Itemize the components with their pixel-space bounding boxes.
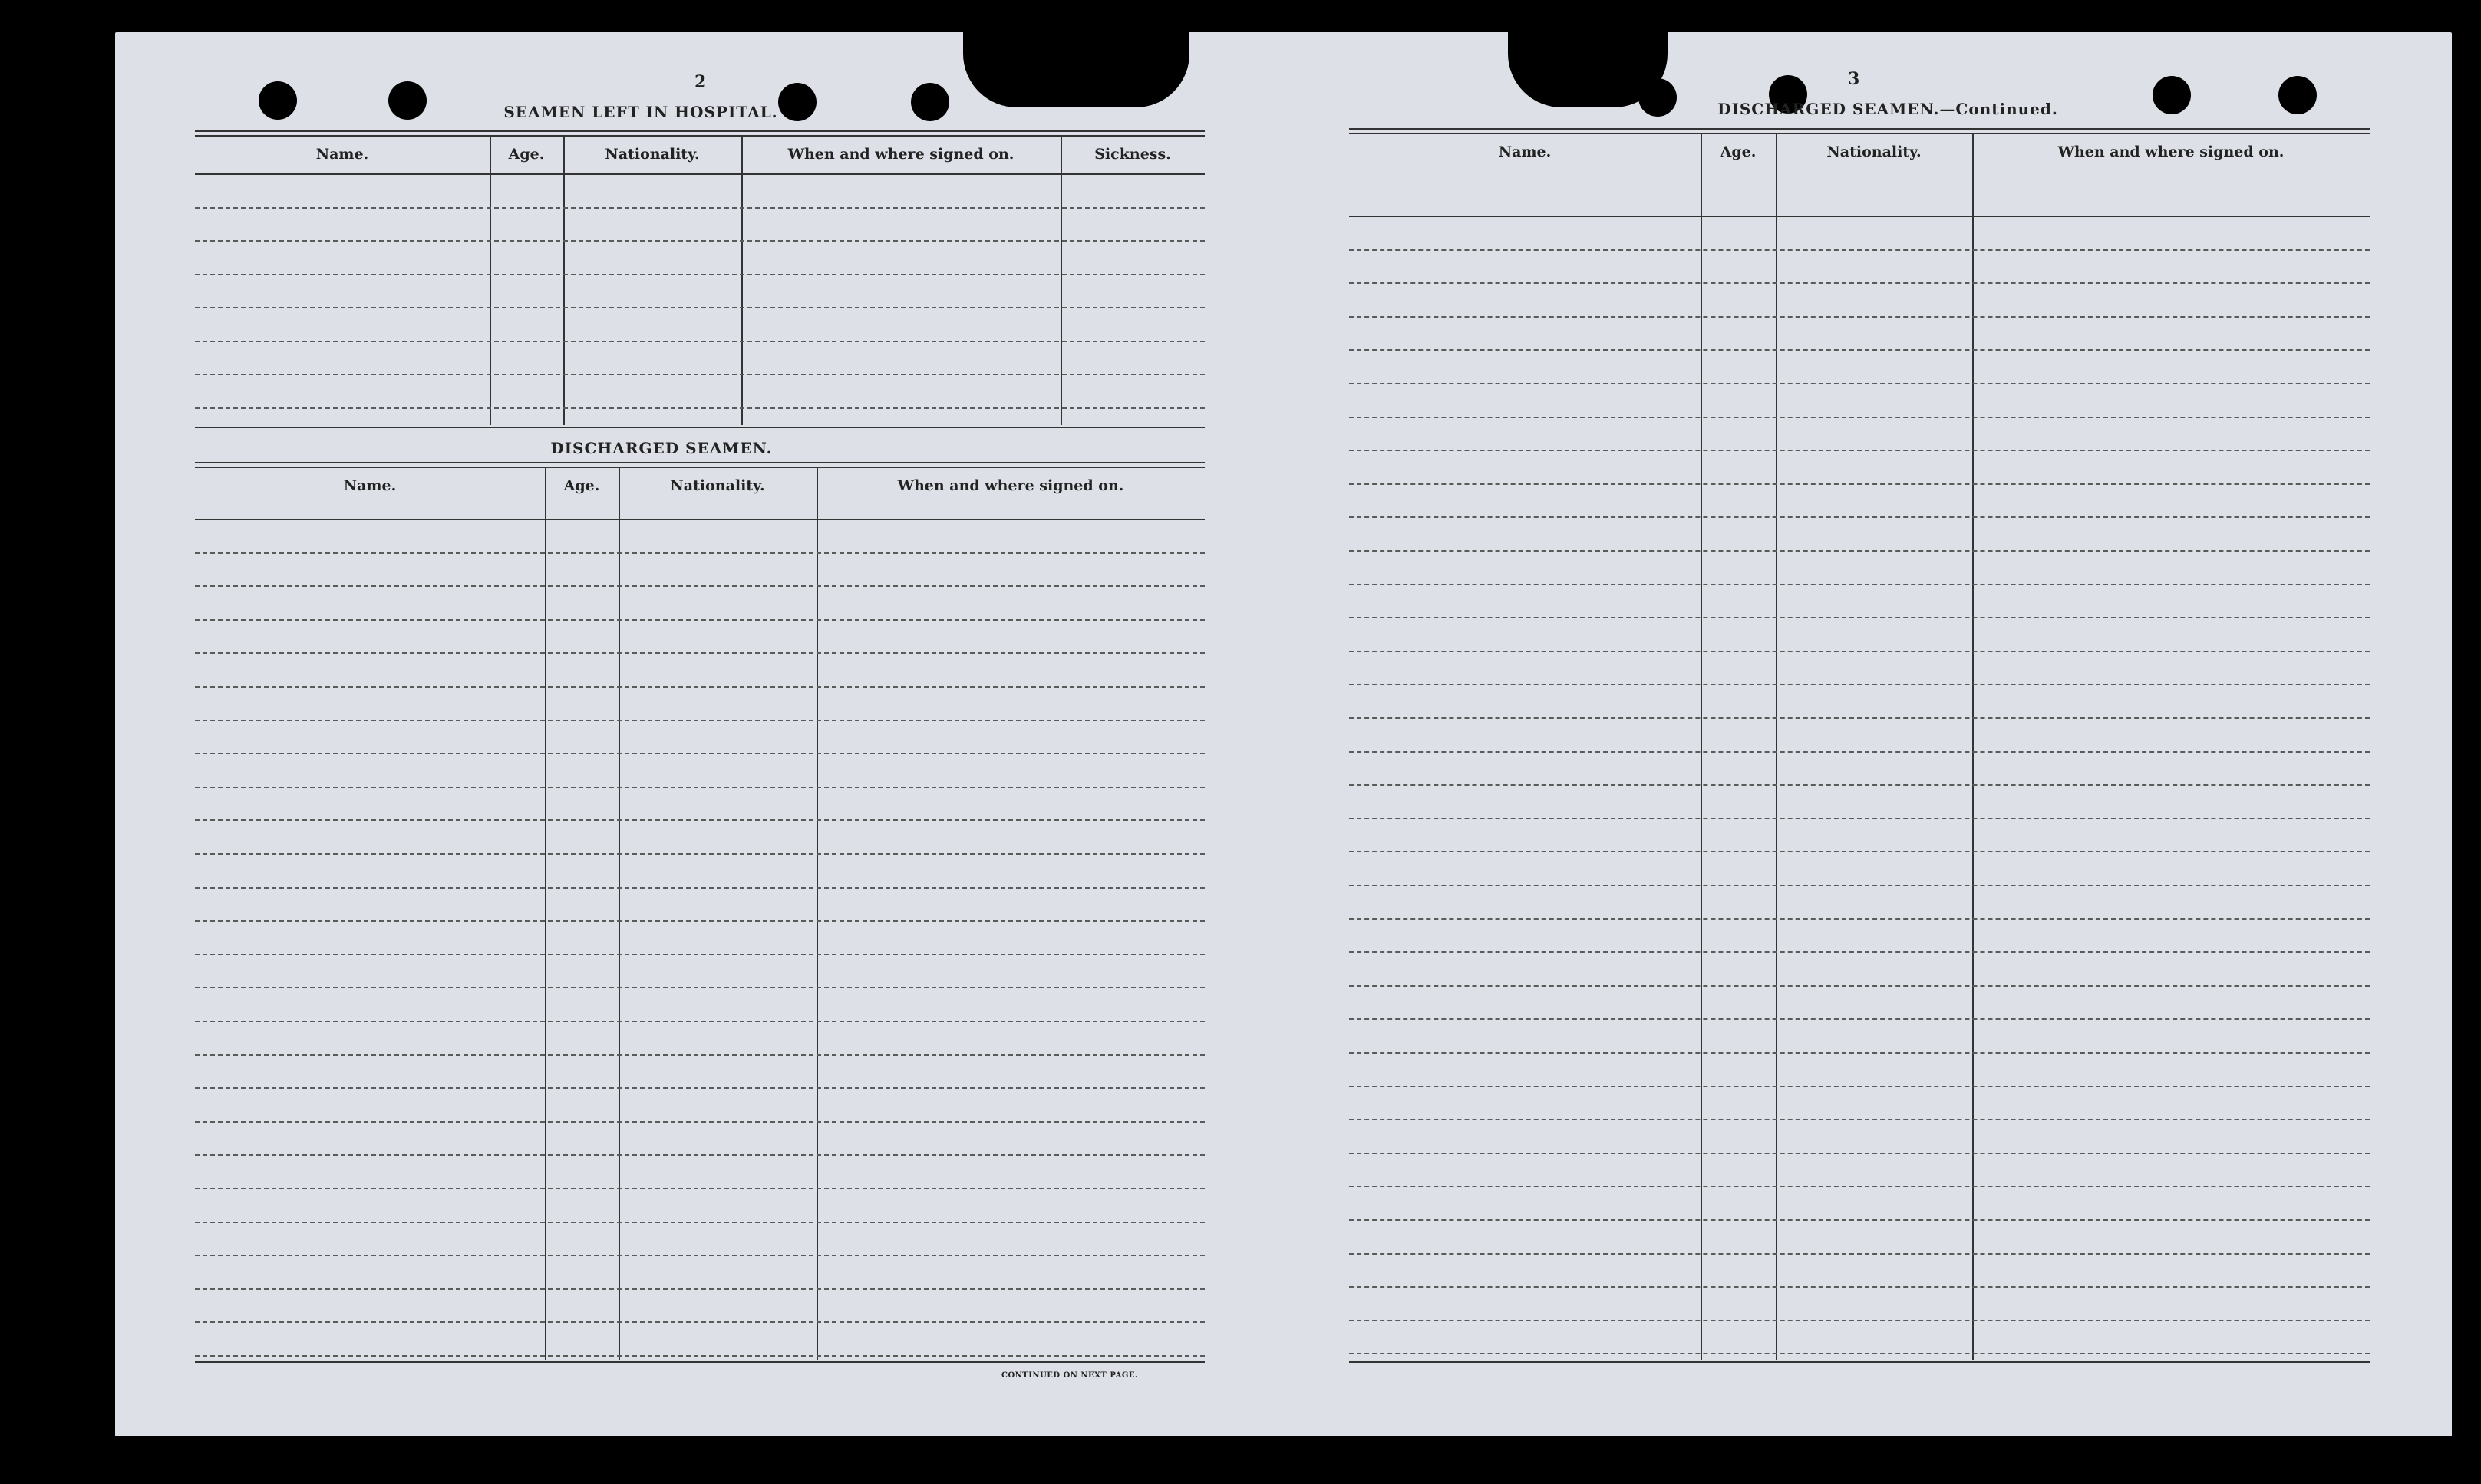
entry-row-line: [195, 552, 1205, 554]
entry-row-line: [1349, 717, 2370, 719]
entry-row-line: [195, 1355, 1205, 1357]
entry-row-line: [1349, 550, 2370, 552]
entry-row-line: [195, 720, 1205, 721]
column-header-nationality: Nationality.: [1826, 143, 1922, 160]
entry-row-line: [195, 1054, 1205, 1056]
entry-row-line: [195, 1154, 1205, 1156]
torn-notch-left: [963, 32, 1189, 107]
discharged-continued-title: DISCHARGED SEAMEN.—Continued.: [1717, 100, 2058, 118]
column-divider: [1701, 134, 1702, 1360]
column-divider: [563, 137, 565, 425]
entry-row-line: [195, 207, 1205, 209]
entry-row-line: [1349, 316, 2370, 318]
hospital-top-rule: [195, 130, 1205, 132]
entry-row-line: [195, 307, 1205, 308]
entry-row-line: [1349, 751, 2370, 753]
header-rule: [195, 173, 1205, 175]
entry-row-line: [195, 1288, 1205, 1290]
column-divider: [490, 137, 491, 425]
entry-row-line: [1349, 349, 2370, 351]
column-header-signed-on: When and where signed on.: [2057, 143, 2285, 160]
hospital-section-title: SEAMEN LEFT IN HOSPITAL.: [503, 103, 778, 121]
entry-row-line: [1349, 818, 2370, 819]
entry-row-line: [195, 1188, 1205, 1189]
column-divider: [545, 468, 546, 1360]
entry-row-line: [195, 1021, 1205, 1022]
entry-row-line: [1349, 1018, 2370, 1020]
column-header-age: Age.: [563, 477, 600, 494]
entry-row-line: [195, 853, 1205, 855]
punch-hole: [2153, 76, 2191, 114]
column-header-name: Name.: [343, 477, 397, 494]
column-header-signed-on: When and where signed on.: [897, 477, 1124, 494]
entry-row-line: [1349, 1353, 2370, 1354]
entry-row-line: [1349, 1086, 2370, 1087]
entry-row-line: [1349, 483, 2370, 485]
entry-row-line: [1349, 784, 2370, 786]
discharged-table-left: [195, 468, 1205, 1360]
entry-row-line: [1349, 684, 2370, 685]
column-header-age: Age.: [508, 146, 545, 163]
entry-row-line: [1349, 383, 2370, 384]
entry-row-line: [1349, 885, 2370, 886]
entry-row-line: [1349, 417, 2370, 418]
entry-row-line: [195, 1121, 1205, 1123]
continued-note: CONTINUED ON NEXT PAGE.: [1001, 1371, 1139, 1380]
column-header-nationality: Nationality.: [670, 477, 765, 494]
discharged-bottom-rule: [195, 1361, 1205, 1363]
entry-row-line: [195, 1222, 1205, 1223]
entry-row-line: [195, 987, 1205, 988]
entry-row-line: [195, 240, 1205, 242]
right-bottom-rule: [1349, 1361, 2370, 1363]
entry-row-line: [1349, 516, 2370, 518]
entry-row-line: [1349, 1253, 2370, 1255]
entry-row-line: [195, 341, 1205, 342]
entry-row-line: [1349, 1186, 2370, 1187]
entry-row-line: [1349, 282, 2370, 284]
page-number-left: 2: [694, 72, 707, 92]
column-header-name: Name.: [315, 146, 369, 163]
entry-row-line: [1349, 1286, 2370, 1288]
entry-row-line: [195, 787, 1205, 788]
entry-row-line: [1349, 985, 2370, 987]
entry-row-line: [195, 585, 1205, 587]
column-header-age: Age.: [1720, 143, 1757, 160]
entry-row-line: [1349, 450, 2370, 451]
column-header-name: Name.: [1498, 143, 1552, 160]
entry-row-line: [195, 887, 1205, 889]
column-divider: [1776, 134, 1777, 1360]
column-divider: [1061, 137, 1062, 425]
discharged-top-rule: [195, 462, 1205, 463]
entry-row-line: [1349, 851, 2370, 852]
register-sheet: [115, 32, 2452, 1436]
entry-row-line: [1349, 584, 2370, 585]
hospital-bottom-rule: [195, 427, 1205, 428]
hospital-table: [195, 137, 1205, 425]
punch-hole: [388, 81, 427, 120]
entry-row-line: [1349, 1219, 2370, 1221]
entry-row-line: [195, 920, 1205, 922]
header-rule: [1349, 216, 2370, 217]
entry-row-line: [195, 1321, 1205, 1323]
column-divider: [1972, 134, 1974, 1360]
punch-hole: [911, 83, 949, 121]
entry-row-line: [1349, 249, 2370, 251]
entry-row-line: [1349, 1153, 2370, 1154]
entry-row-line: [195, 954, 1205, 955]
discharged-section-title: DISCHARGED SEAMEN.: [550, 439, 773, 457]
column-header-nationality: Nationality.: [605, 146, 700, 163]
punch-hole: [2278, 76, 2317, 114]
entry-row-line: [1349, 1320, 2370, 1321]
entry-row-line: [195, 1255, 1205, 1256]
entry-row-line: [195, 686, 1205, 688]
page-number-right: 3: [1848, 69, 1860, 89]
entry-row-line: [195, 274, 1205, 275]
column-header-signed-on: When and where signed on.: [787, 146, 1015, 163]
entry-row-line: [195, 619, 1205, 621]
entry-row-line: [1349, 918, 2370, 920]
punch-hole: [259, 81, 297, 120]
discharged-table-right: [1349, 134, 2370, 1360]
entry-row-line: [195, 374, 1205, 375]
right-top-rule: [1349, 128, 2370, 130]
entry-row-line: [195, 652, 1205, 654]
header-rule: [195, 519, 1205, 520]
column-divider: [817, 468, 818, 1360]
entry-row-line: [195, 753, 1205, 754]
entry-row-line: [1349, 651, 2370, 652]
punch-hole: [1638, 78, 1677, 117]
entry-row-line: [195, 1087, 1205, 1089]
entry-row-line: [195, 819, 1205, 821]
column-divider: [741, 137, 743, 425]
column-divider: [619, 468, 620, 1360]
entry-row-line: [1349, 1119, 2370, 1120]
column-header-sickness: Sickness.: [1094, 146, 1171, 163]
entry-row-line: [1349, 617, 2370, 618]
entry-row-line: [1349, 1052, 2370, 1054]
entry-row-line: [195, 407, 1205, 409]
entry-row-line: [1349, 951, 2370, 953]
